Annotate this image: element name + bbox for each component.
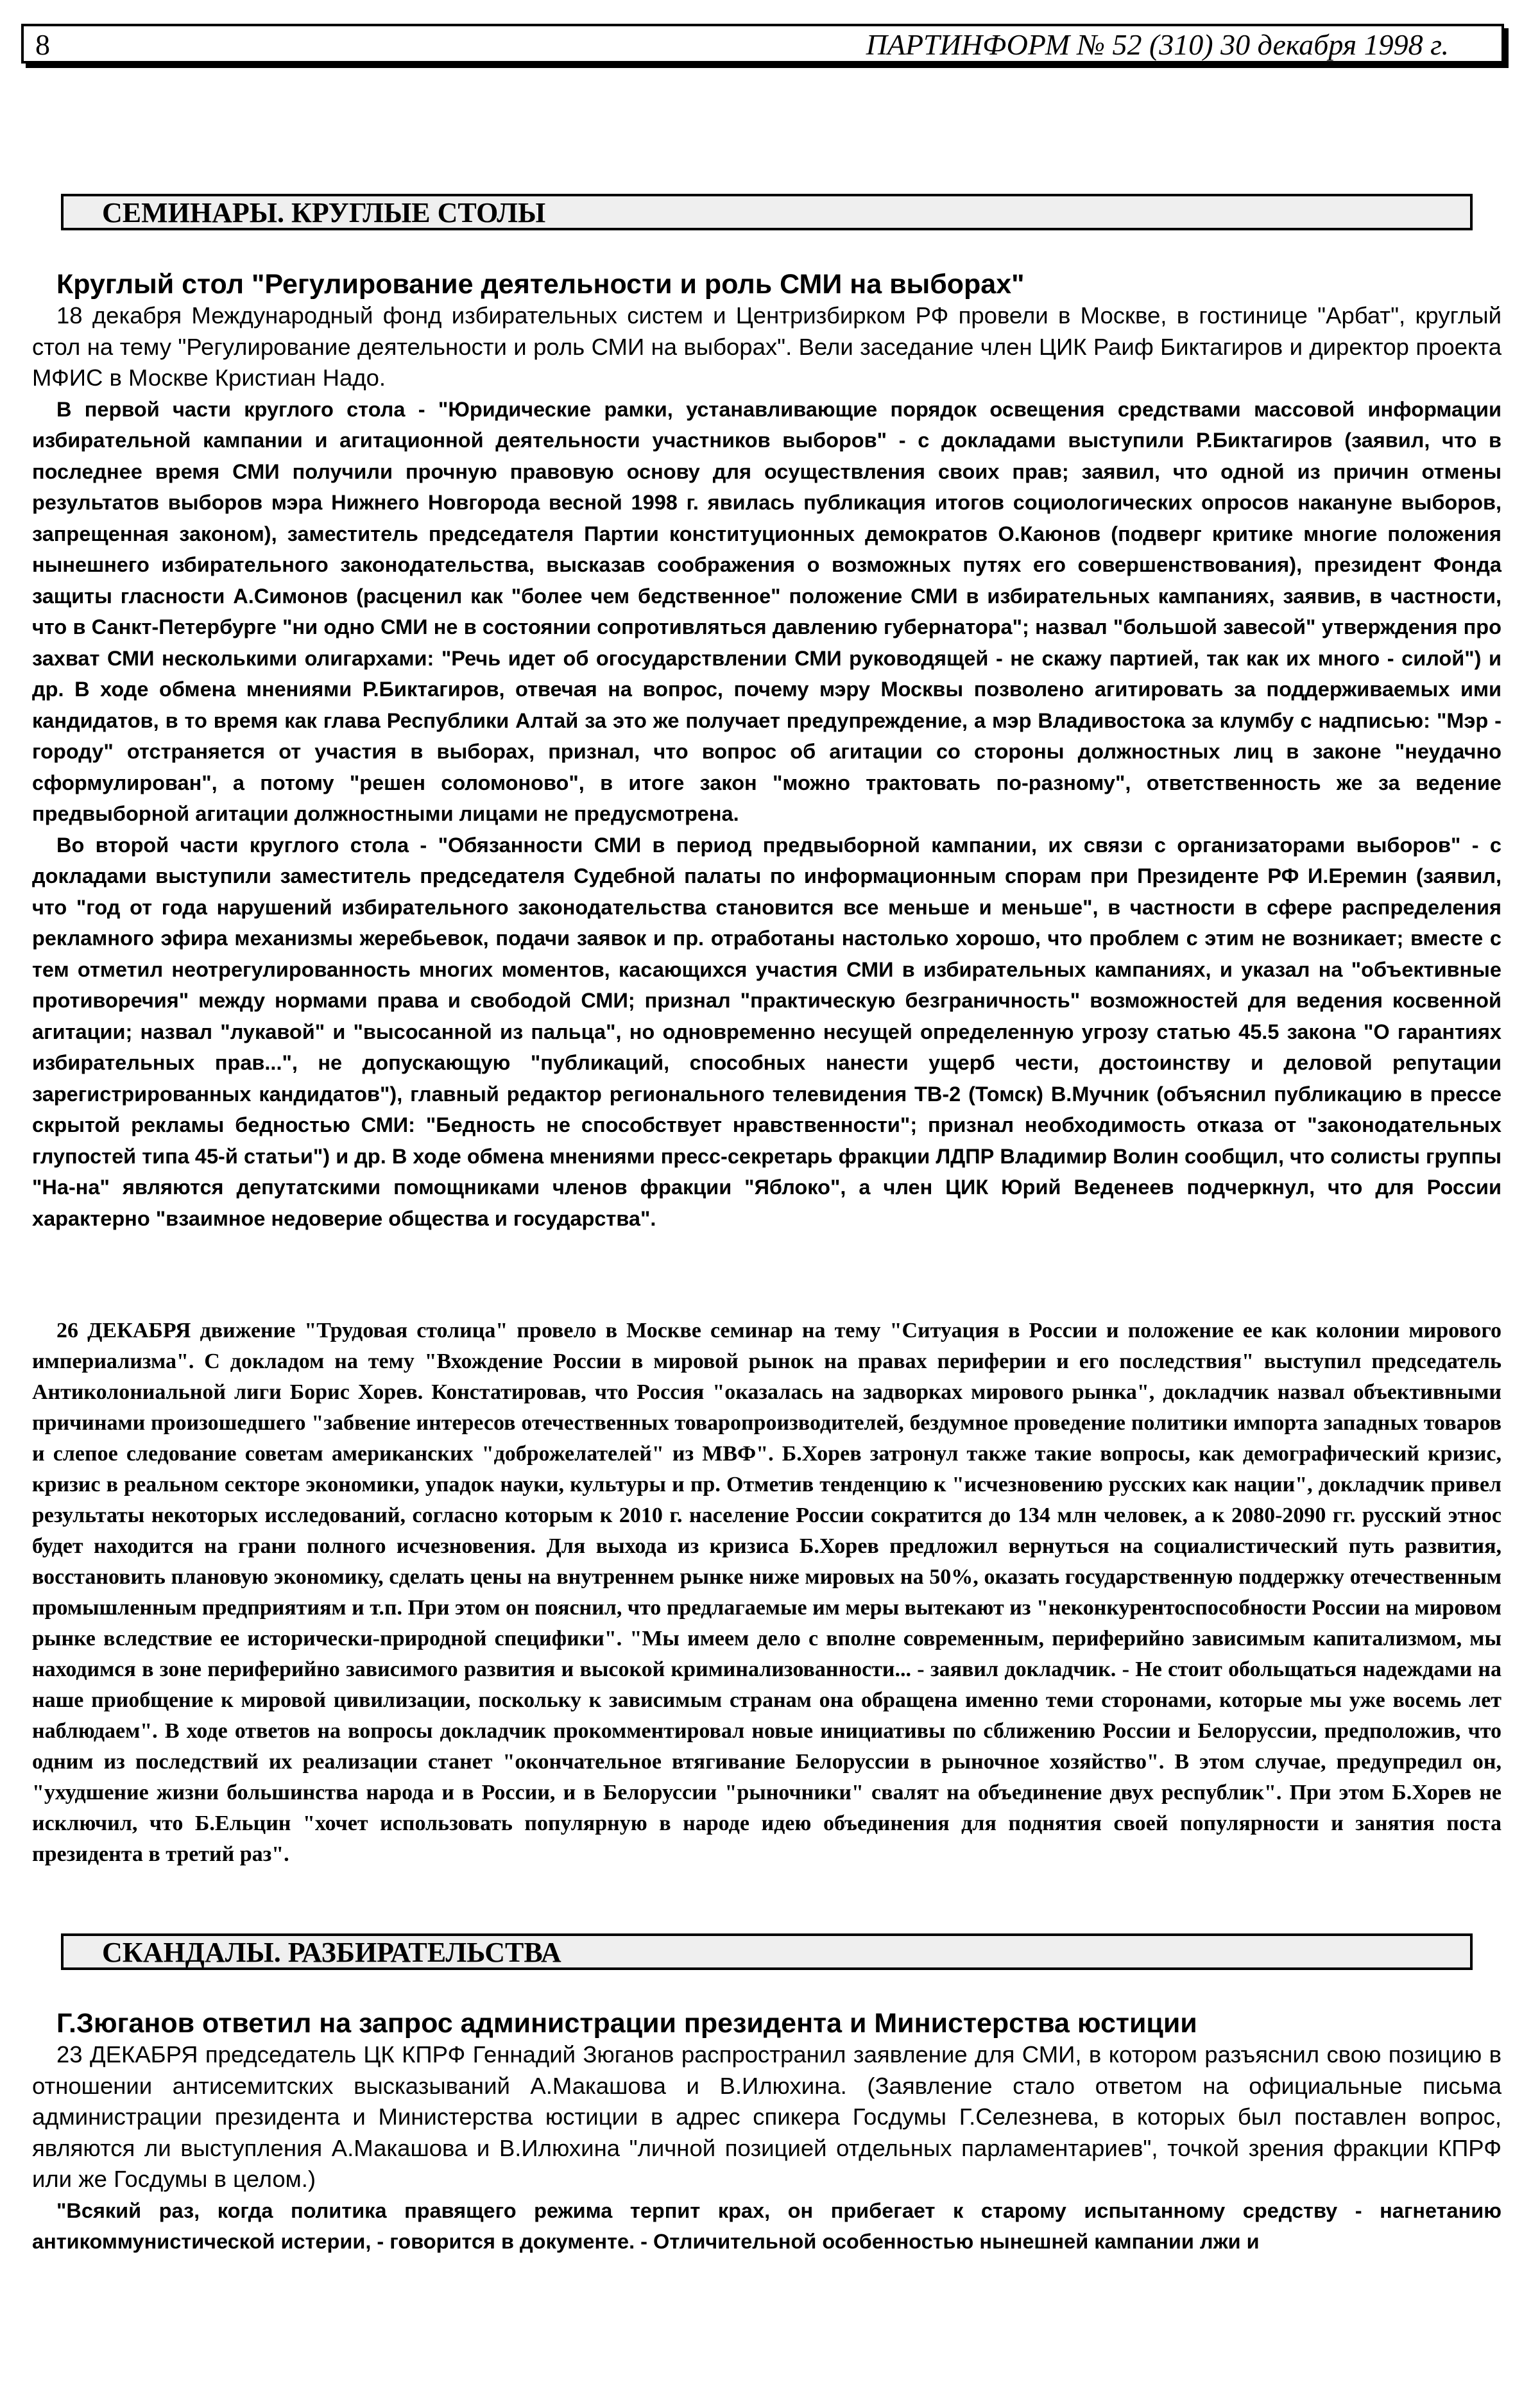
article-title: Г.Зюганов ответил на запрос администрации президента и Министерства юстиции xyxy=(56,2008,1197,2039)
article-paragraph: Во второй части круглого стола - "Обязанности СМИ в период предвыборной кампании, их связи с организаторами выборов" - с докладами выступили заместитель председателя Судебной палаты по информационным спорам при Президенте РФ И.Еремин (заявил, что "год от года нарушений избирательного законодательства становится все меньше и меньше", в частности в сфере распределения рекламного эфира механизмы жеребьевок, подачи заявок и пр. отработаны настолько хорошо, что проблем с этим не возникает; вместе с тем отметил неотрегулированность многих моментов, касающихся участия СМИ в избирательных кампаниях, и указал на "объективные противоречия" между нормами права и свободой СМИ; признал "практическую безграничность" возможностей для ведения косвенной агитации; назвал "лукавой" и "высосанной из пальца", но одновременно несущей определенную угрозу статью 45.5 закона "О гарантиях избирательных прав...", не допускающую "публикаций, способных нанести ущерб чести, достоинству и деловой репутации зарегистрированных кандидатов"), главный редактор регионального телевидения ТВ-2 (Томск) В.Мучник (объяснил публикацию в прессе скрытой рекламы бедностью СМИ: "Бедность не способствует нравственности"; признал необходимость отказа от "законодательных глупостей типа 45-й статьи") и др. В ходе обмена мнениями пресс-секретарь фракции ЛДПР Владимир Волин сообщил, что солисты группы "На-на" являются депутатскими помощниками членов фракции "Яблоко", а член ЦИК Юрий Веденеев подчеркнул, что для России характерно "взаимное недоверие общества и государства". xyxy=(32,833,1502,1230)
article-title: Круглый стол "Регулирование деятельности и роль СМИ на выборах" xyxy=(56,269,1025,300)
section-header-seminars xyxy=(61,194,1473,230)
page-header xyxy=(21,24,1504,64)
section-title: СКАНДАЛЫ. РАЗБИРАТЕЛЬСТВА xyxy=(102,1937,561,1968)
article-roundtable-body xyxy=(32,300,1502,1234)
article-paragraph: В первой части круглого стола - "Юридические рамки, устанавливающие порядок освещения средствами массовой информации избирательной кампании и агитационной деятельности участников выборов" - с докладами выступили Р.Биктагиров (заявил, что в последнее время СМИ получили прочную правовую основу для осуществления своих прав; заявил, что одной из причин отмены результатов выборов мэра Нижнего Новгорода весной 1998 г. явилась публикация итогов социологических опросов накануне выборов, запрещенная законом), заместитель председателя Партии конституционных демократов О.Каюнов (подверг критике многие положения нынешнего избирательного законодательства, высказав соображения о возможных путях его совершенствования), президент Фонда защиты гласности А.Симонов (расценил как "более чем бедственное" положение СМИ в избирательных кампаниях, заявив, в частности, что в Санкт-Петербурге "ни одно СМИ не в состоянии сопротивляться давлению губернатора"; назвал "большой завесой" утверждения про захват СМИ несколькими олигархами: "Речь идет об огосударствлении СМИ руководящей - не скажу партией, так как их много - силой") и др. В ходе обмена мнениями Р.Биктагиров, отвечая на вопрос, почему мэру Москвы позволено агитировать за поддерживаемых ими кандидатов, в то время как глава Республики Алтай за это же получает предупреждение, а мэр Владивостока за клумбу с надписью: "Мэр - городу" отстраняется от участия в выборах, признал, что вопрос об агитации со стороны должностных лиц в законе "неудачно сформулирован", а потому "решен соломоново", в итоге закон "можно трактовать по-разному", ответственность же за ведение предвыборной агитации должностными лицами не предусмотрена. xyxy=(32,397,1502,825)
article-zyuganov-body xyxy=(32,2039,1502,2258)
page-number: 8 xyxy=(35,28,50,61)
section-title: СЕМИНАРЫ. КРУГЛЫЕ СТОЛЫ xyxy=(102,197,546,228)
article-lead: 18 декабря Международный фонд избирательных систем и Центризбирком РФ провели в Москве, в гостинице "Арбат", круглый стол на тему "Регулирование деятельности и роль СМИ на выборах". Вели заседание член ЦИК Раиф Биктагиров и директор проекта МФИС в Москве Кристиан Надо. xyxy=(32,302,1502,391)
article-seminar-body xyxy=(32,1315,1502,1870)
article-lead: 23 ДЕКАБРЯ председатель ЦК КПРФ Геннадий Зюганов распространил заявление для СМИ, в котором разъяснил свою позицию в отношении антисемитских высказываний А.Макашова и В.Илюхина. (Заявление стало ответом на официальные письма администрации президента и Министерства юстиции в адрес спикера Госдумы Г.Селезнева, в которых был поставлен вопрос, являются ли выступления А.Макашова и В.Илюхина "личной позицией отдельных парламентариев", точкой зрения фракции КПРФ или же Госдумы в целом.) xyxy=(32,2041,1502,2192)
article-quote: "Всякий раз, когда политика правящего режима терпит крах, он прибегает к старому испытанному средству - нагнетанию антикоммунистической истерии, - говорится в документе. - Отличительной особенностью нынешней кампании лжи и xyxy=(32,2198,1502,2253)
section-header-scandals xyxy=(61,1933,1473,1970)
article-paragraph: 26 ДЕКАБРЯ движение "Трудовая столица" провело в Москве семинар на тему "Ситуация в России и положение ее как колонии мирового империализма". С докладом на тему "Вхождение России в мировой рынок на правах периферии и его последствия" выступил председатель Антиколониальной лиги Борис Хорев. Констатировав, что Россия "оказалась на задворках мирового рынка", докладчик назвал объективными причинами произошедшего "забвение интересов отечественных товаропроизводителей, бездумное проведение политики импорта западных товаров и слепое следование советам американских "доброжелателей" из МВФ". Б.Хорев затронул также такие вопросы, как демографический кризис, кризис в реальном секторе экономики, упадок науки, культуры и пр. Отметив тенденцию к "исчезновению русских как нации", докладчик привел результаты некоторых исследований, согласно которым к 2010 г. население России сократится до 134 млн человек, а к 2080-2090 гг. русский этнос будет находится на грани полного исчезновения. Для выхода из кризиса Б.Хорев предложил вернуться на социалистический путь развития, восстановить плановую экономику, сделать цены на внутреннем рынке ниже мировых на 50%, оказать государственную поддержку отечественным промышленным предприятиям и т.п. При этом он пояснил, что предлагаемые им меры вытекают из "неконкурентоспособности России на мировом рынке вследствие ее исторически-природной специфики". "Мы имеем дело с вполне современным, периферийно зависимым капитализмом, мы находимся в зоне периферийно зависимого развития и высокой криминализованности... - заявил докладчик. - Не стоит обольщаться надеждами на наше приобщение к мировой цивилизации, поскольку к зависимым странам она обращена именно теми сторонами, которые мы уже восемь лет наблюдаем". В ходе ответов на вопросы докладчик прокомментировал новые инициативы по сближению России и Белоруссии, предположив, что одним из последствий их реализации станет "окончательное втягивание Белоруссии в рыночное хозяйство". В этом случае, предупредил он, "ухудшение жизни большинства народа и в России, и в Белоруссии "рыночники" свалят на объединение двух республик". При этом Б.Хорев не исключил, что Б.Ельцин "хочет использовать популярную в народе идею объединения для поднятия своей популярности и занятия поста президента в третий раз". xyxy=(32,1319,1502,1866)
publication-title: ПАРТИНФОРМ № 52 (310) 30 декабря 1998 г. xyxy=(866,28,1449,61)
